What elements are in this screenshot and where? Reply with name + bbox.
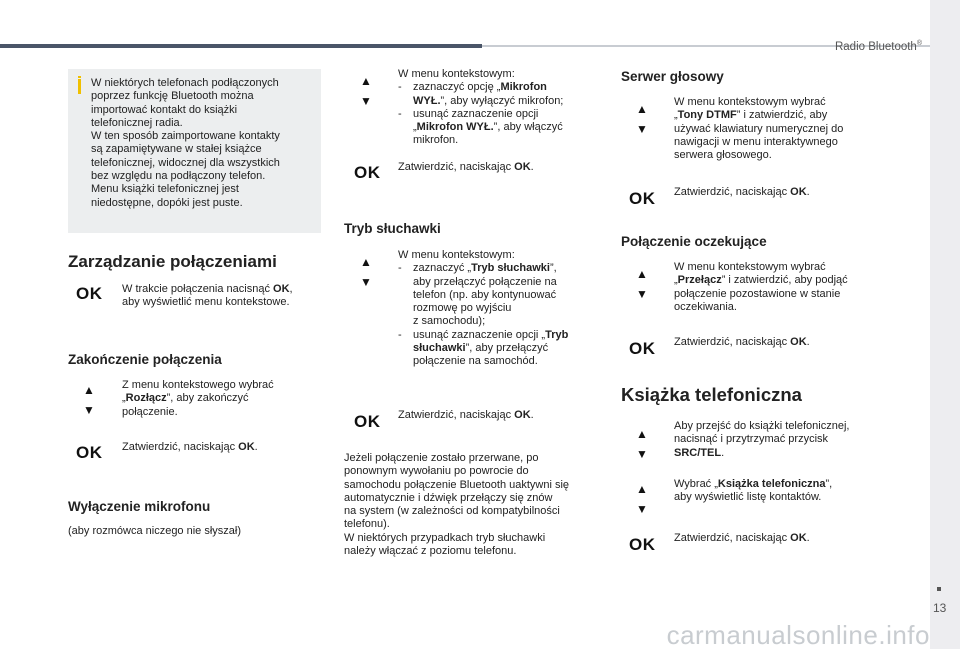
mikrofon-confirm: Zatwierdzić, naciskając OK. — [398, 161, 534, 173]
ksiazka-confirm: Zatwierdzić, naciskając OK. — [674, 532, 810, 544]
up-down-arrows-icon: ▲ ▼ — [360, 255, 372, 289]
info-icon — [78, 79, 81, 94]
serwer-confirm: Zatwierdzić, naciskając OK. — [674, 186, 810, 198]
up-down-arrows-icon: ▲ ▼ — [636, 267, 648, 301]
up-down-arrows-icon: ▲ ▼ — [636, 482, 648, 516]
zarzadzanie-text: W trakcie połączenia nacisnąć OK, aby wyświetlić menu kontekstowe. — [122, 283, 293, 309]
tryb-text: W menu kontekstowym: - zaznaczyć „Tryb słuchawki”, aby przełączyć połączenie na telefon (np. aby kontynuować rozmowę po wyjściu z samochodu); - usunąć zaznaczenie opcji „Tryb słuchawki”, aby przełączyć połączenie na samochód. — [398, 249, 598, 369]
heading-serwer-glosowy: Serwer głosowy — [621, 69, 724, 84]
ksiazka-select-text: Wybrać „Książka telefoniczna”, aby wyświetlić listę kontaktów. — [674, 478, 833, 504]
ok-key-icon: OK — [629, 189, 656, 208]
watermark-text: carmanualsonline.info — [666, 620, 930, 650]
up-down-arrows-icon: ▲ ▼ — [360, 74, 372, 108]
heading-wylaczenie: Wyłączenie mikrofonu — [68, 499, 211, 514]
ok-key-icon: OK — [629, 535, 656, 554]
zakonczenie-confirm: Zatwierdzić, naciskając OK. — [122, 441, 258, 453]
serwer-text: W menu kontekstowym wybrać „Tony DTMF” i zatwierdzić, aby używać klawiatury numerycznej do nawigacji w menu interaktywnego serwera głosowego. — [674, 96, 844, 162]
ksiazka-text: Aby przejść do książki telefonicznej, nacisnąć i przytrzymać przycisk SRC/TEL. — [674, 420, 850, 459]
tryb-confirm: Zatwierdzić, naciskając OK. — [398, 409, 534, 421]
info-icon-dot — [78, 76, 81, 78]
wylaczenie-note: (aby rozmówca niczego nie słyszał) — [68, 525, 242, 537]
mikrofon-text: W menu kontekstowym: - zaznaczyć opcję „Mikrofon WYŁ.”, aby wyłączyć mikrofon; - usunąć zaznaczenie opcji „Mikrofon WYŁ.”, aby włączyć mikrofon. — [398, 68, 598, 148]
heading-zakonczenie: Zakończenie połączenia — [68, 352, 222, 367]
ok-key-icon: OK — [354, 412, 381, 431]
heading-tryb-sluchawki: Tryb słuchawki — [344, 221, 441, 236]
info-box-text: W niektórych telefonach podłączonych poprzez funkcję Bluetooth można importować kontakt do książki telefonicznej radia. W ten sposób zaimportowane kontakty są zapamiętywane w stałej książce telefonicznej, widocznej dla wszystkich bez względu na podłączony telefon. Menu książki telefonicznej jest niedostępne, dopóki jest puste. — [91, 77, 280, 209]
oczekujace-confirm: Zatwierdzić, naciskając OK. — [674, 336, 810, 348]
ok-key-icon: OK — [354, 163, 381, 182]
up-down-arrows-icon: ▲ ▼ — [636, 427, 648, 461]
zakonczenie-text: Z menu kontekstowego wybrać „Rozłącz”, aby zakończyć połączenie. — [122, 379, 274, 418]
ok-key-icon: OK — [76, 443, 103, 462]
tryb-paragraph: Jeżeli połączenie zostało przerwane, po ponownym wywołaniu po powrocie do samochodu połączenie Bluetooth uaktywni się automatycznie i dźwięk przełączy się znów na system (w zależności od kompatybilności telefonu). W niektórych przypadkach tryb słuchawki należy włączać z poziomu telefonu. — [344, 452, 570, 558]
up-down-arrows-icon: ▲ ▼ — [636, 102, 648, 136]
ok-key-icon: OK — [629, 339, 656, 358]
page-number: 13 — [933, 601, 947, 615]
heading-ksiazka-telefoniczna: Książka telefoniczna — [621, 384, 802, 405]
heading-polaczenie-oczekujace: Połączenie oczekujące — [621, 234, 767, 249]
up-down-arrows-icon: ▲ ▼ — [83, 383, 95, 417]
page-sidebar — [930, 0, 960, 649]
page-header-title: Radio Bluetooth® — [834, 40, 922, 53]
oczekujace-text: W menu kontekstowym wybrać „Przełącz” i zatwierdzić, aby podjąć połączenie pozostawione w stanie oczekiwania. — [674, 261, 848, 313]
header-rule-dark — [0, 44, 482, 48]
section-end-marker — [937, 587, 941, 591]
ok-key-icon: OK — [76, 284, 103, 303]
heading-zarzadzanie: Zarządzanie połączeniami — [68, 252, 277, 271]
